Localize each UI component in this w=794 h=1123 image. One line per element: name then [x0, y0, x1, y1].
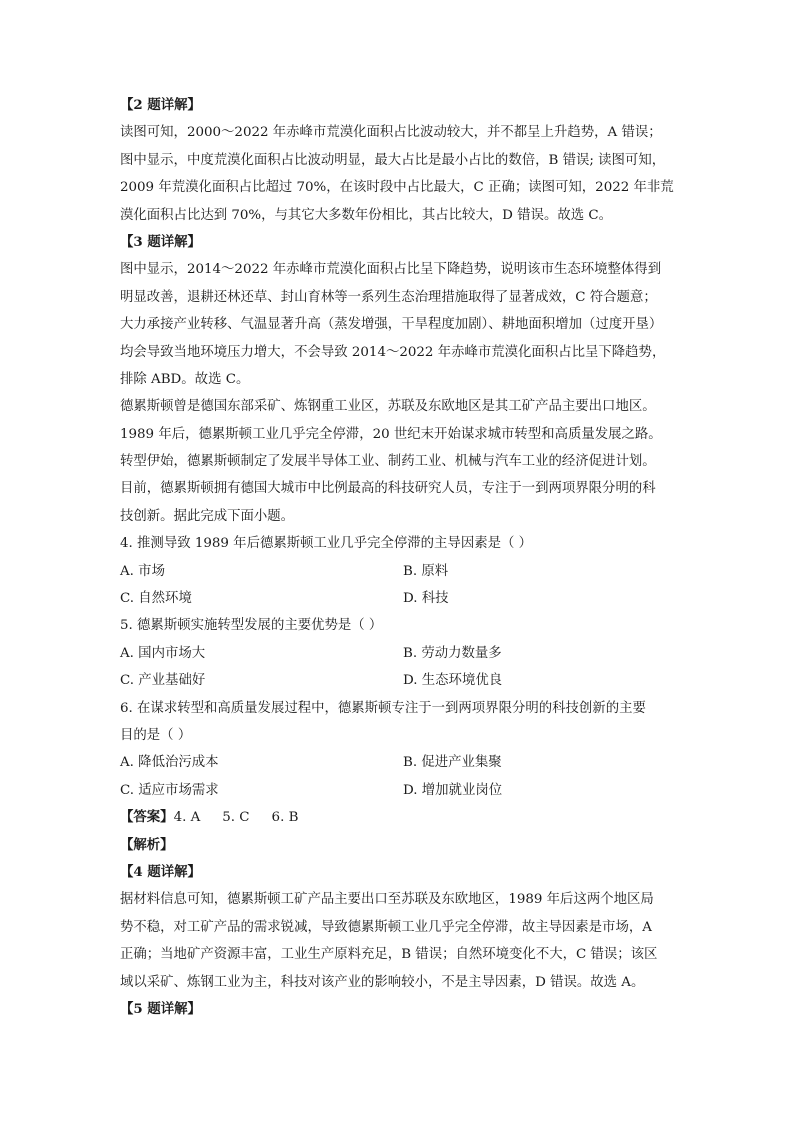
paragraph-line: 势不稳，对工矿产品的需求锐减，导致德累斯顿工业几乎完全停滞，故主导因素是市场，A	[120, 919, 652, 935]
section-heading-q4: 【4 题详解】	[120, 863, 201, 880]
section-heading-q5: 【5 题详解】	[120, 1000, 201, 1017]
option-d: D. 科技	[403, 591, 449, 607]
paragraph-line: 均会导致当地环境压力增大，不会导致 2014～2022 年赤峰市荒漠化面积占比呈下降趋势，	[120, 344, 666, 360]
option-c: C. 适应市场需求	[120, 782, 219, 798]
section-heading-q2: 【2 题详解】	[120, 97, 201, 113]
document-page	[120, 92, 680, 1023]
option-d: D. 增加就业岗位	[403, 782, 503, 798]
option-b: B. 劳动力数量多	[403, 645, 502, 661]
answer-q4: 4. A	[173, 810, 201, 826]
answer-line	[120, 804, 680, 831]
paragraph-line: 大力承接产业转移、气温显著升高（蒸发增强，干旱程度加剧）、耕地面积增加（过度开垦）	[120, 317, 663, 333]
answer-label: 【答案】	[120, 809, 174, 826]
paragraph-line: 漠化面积占比达到 70%，与其它大多数年份相比，其占比较大，D 错误。故选 C。	[120, 207, 613, 223]
paragraph-line: 图中显示，2014～2022 年赤峰市荒漠化面积占比呈下降趋势，说明该市生态环境整体得到	[120, 262, 662, 278]
paragraph-line: 明显改善，退耕还林还草、封山育林等一系列生态治理措施取得了显著成效，C 符合题意；	[120, 289, 657, 305]
question-4-options-row-2	[120, 585, 680, 612]
paragraph-line: 2009 年荒漠化面积占比超过 70%，在该时段中占比最大，C 正确；读图可知，2022 年非荒	[120, 180, 674, 196]
question-6-options-row-2	[120, 777, 680, 804]
question-4-stem: 4. 推测导致 1989 年后德累斯顿工业几乎完全停滞的主导因素是（ ）	[120, 536, 533, 552]
option-a: A. 国内市场大	[120, 645, 206, 661]
paragraph-line: 排除 ABD。故选 C。	[120, 371, 250, 387]
section-heading-q3: 【3 题详解】	[120, 233, 201, 250]
material-line: 技创新。据此完成下面小题。	[120, 508, 295, 524]
paragraph-line: 域以采矿、炼钢工业为主，科技对该产业的影响较小，不是主导因素，D 错误。故选 A。	[120, 974, 645, 990]
paragraph-line: 据材料信息可知，德累斯顿工矿产品主要出口至苏联及东欧地区，1989 年后这两个地区局	[120, 892, 654, 908]
question-6-stem-line-1: 6. 在谋求转型和高质量发展过程中，德累斯顿专注于一到两项界限分明的科技创新的主要	[120, 700, 646, 716]
material-line: 1989 年后，德累斯顿工业几乎完全停滞，20 世纪末开始谋求城市转型和高质量发展之路。	[120, 426, 662, 442]
question-6-options-row-1	[120, 749, 680, 776]
question-6-stem-line-2: 目的是（ ）	[120, 727, 192, 743]
option-a: A. 降低治污成本	[120, 755, 219, 771]
paragraph-line: 正确；当地矿产资源丰富，工业生产原料充足，B 错误；自然环境变化不大，C 错误；该区	[120, 947, 658, 963]
question-4-options-row-1	[120, 558, 680, 585]
option-b: B. 原料	[403, 563, 449, 579]
answer-q6: 6. B	[271, 810, 299, 826]
paragraph-line: 读图可知，2000～2022 年赤峰市荒漠化面积占比波动较大，并不都呈上升趋势，A 错误；	[120, 125, 662, 141]
question-5-stem: 5. 德累斯顿实施转型发展的主要优势是（ ）	[120, 618, 383, 634]
answer-q5: 5. C	[222, 810, 250, 826]
paragraph-line: 图中显示，中度荒漠化面积占比波动明显，最大占比是最小占比的数倍，B 错误; 读图可知，	[120, 152, 666, 168]
option-c: C. 产业基础好	[120, 673, 206, 689]
option-c: C. 自然环境	[120, 591, 192, 607]
material-line: 德累斯顿曾是德国东部采矿、炼钢重工业区，苏联及东欧地区是其工矿产品主要出口地区。	[120, 399, 656, 415]
option-a: A. 市场	[120, 563, 165, 579]
material-line: 转型伊始，德累斯顿制定了发展半导体工业、制药工业、机械与汽车工业的经济促进计划。	[120, 454, 656, 470]
analysis-heading: 【解析】	[120, 836, 174, 853]
option-d: D. 生态环境优良	[403, 673, 503, 689]
option-b: B. 促进产业集聚	[403, 755, 502, 771]
question-5-options-row-1	[120, 640, 680, 667]
material-line: 目前，德累斯顿拥有德国大城市中比例最高的科技研究人员，专注于一到两项界限分明的科	[120, 481, 656, 497]
question-5-options-row-2	[120, 667, 680, 694]
